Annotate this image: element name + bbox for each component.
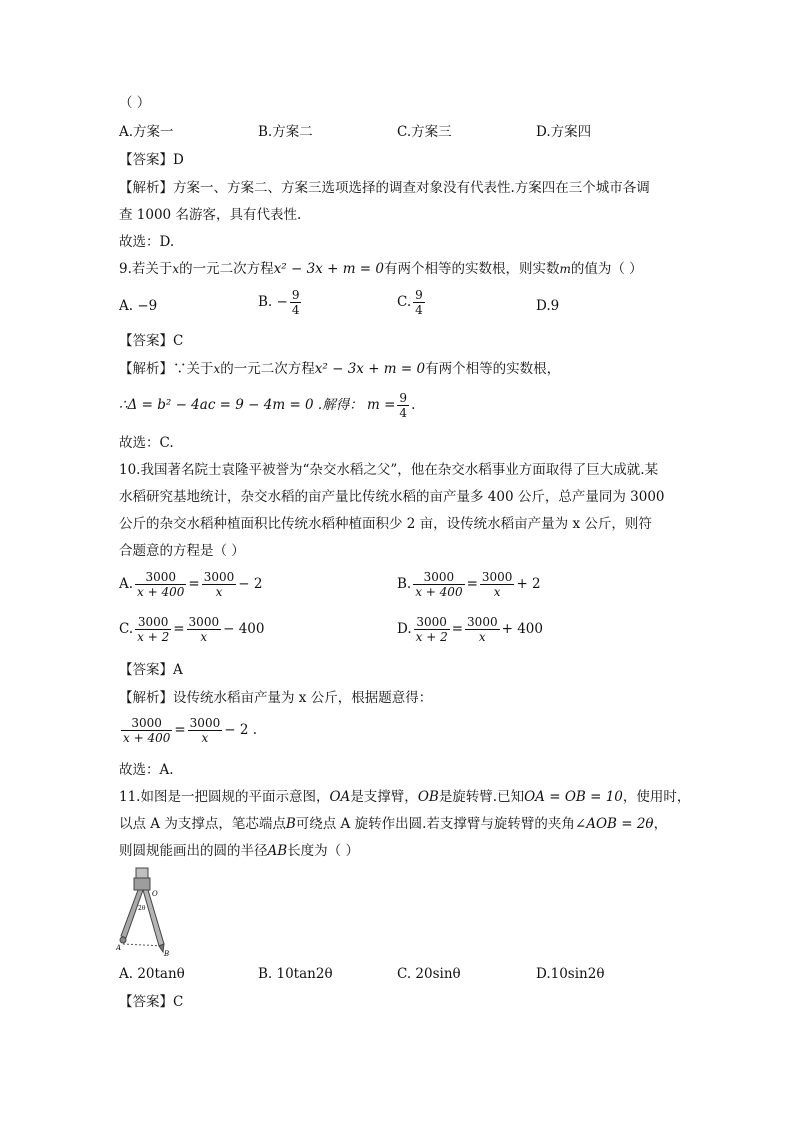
q10-option-b: B. $\frac{3000}{x + 400}$ = $\frac{3000}{x}$ + 2: [397, 570, 541, 599]
figure-label-o: O: [152, 890, 158, 898]
q10-conclusion: 故选：A.: [119, 762, 174, 778]
q10-stem-line-1: 10.我国著名院士袁隆平被誉为“杂交水稻之父”，他在杂交水稻事业方面取得了巨大成就.某: [119, 462, 659, 478]
q10-stem-line-2: 水稻研究基地统计，杂交水稻的亩产量比传统水稻的亩产量多 400 公斤，总产量同为 3000: [119, 489, 665, 505]
q8-analysis-line-2: 查 1000 名游客，具有代表性.: [119, 207, 302, 223]
q10-stem-line-4: 合题意的方程是（ ）: [119, 543, 245, 559]
q11-stem-line-2: 以点 A 为支撑点，笔芯端点B可绕点 A 旋转作出圆.若支撑臂与旋转臂的夹角∠AOB = 2θ，: [119, 816, 668, 832]
point-a-tip: [120, 937, 126, 943]
q11-option-d: D.10sin2θ: [536, 966, 605, 982]
compass-figure: [116, 866, 172, 958]
q10-option-c: C. $\frac{3000}{x + 2}$ = $\frac{3000}{x}$ − 400: [119, 615, 265, 644]
q10-option-d: D. $\frac{3000}{x + 2}$ = $\frac{3000}{x}$ + 400: [397, 615, 543, 644]
q11-answer: 【答案】C: [119, 994, 184, 1010]
support-arm: [121, 890, 143, 938]
radius-dashed-line: [123, 944, 164, 946]
figure-label-b: B: [164, 950, 170, 958]
q8-option-a: A.方案一: [119, 124, 174, 140]
q8-paren: （ ）: [119, 95, 151, 111]
q8-option-b: B.方案二: [258, 124, 313, 140]
q11-option-b: B. 10tan2θ: [258, 966, 333, 982]
q9-stem: 9.若关于x的一元二次方程x² − 3x + m = 0有两个相等的实数根，则实数m的值为（ ）: [119, 261, 643, 277]
q11-stem-line-3: 则圆规能画出的圆的半径AB长度为（ ）: [119, 843, 359, 859]
q10-answer: 【答案】A: [119, 662, 183, 678]
figure-label-angle: 2θ: [138, 905, 146, 912]
q9-option-a: A. −9: [119, 298, 158, 314]
q10-option-a: A. $\frac{3000}{x + 400}$ = $\frac{3000}{x}$ − 2: [119, 570, 263, 599]
q9-option-b: B. − $\frac{9}{4}$: [258, 288, 300, 317]
q8-option-c: C.方案三: [397, 124, 452, 140]
q8-answer: 【答案】D: [119, 152, 184, 168]
q11-option-c: C. 20sinθ: [397, 966, 461, 982]
q11-option-a: A. 20tanθ: [119, 966, 185, 982]
q9-analysis-line-2: ∴Δ = b² − 4ac = 9 − 4m = 0 .解得： m = $\frac{9}{4}$ .: [119, 391, 416, 420]
q10-stem-line-3: 公斤的杂交水稻种植面积比传统水稻种植面积少 2 亩，设传统水稻亩产量为 x 公斤，则符: [119, 516, 652, 532]
q10-solution-equation: $\frac{3000}{x + 400}$ = $\frac{3000}{x}$ − 2 .: [123, 716, 257, 745]
q8-analysis-line-1: 【解析】方案一、方案二、方案三选项选择的调查对象没有代表性.方案四在三个城市各调: [119, 180, 650, 196]
q9-option-c: C. $\frac{9}{4}$: [397, 288, 423, 317]
q8-option-d: D.方案四: [536, 124, 592, 140]
rotating-arm: [143, 890, 164, 946]
q9-conclusion: 故选：C.: [119, 435, 174, 451]
q9-answer: 【答案】C: [119, 333, 184, 349]
q11-stem-line-1: 11.如图是一把圆规的平面示意图，OA是支撑臂，OB是旋转臂.已知OA = OB = 10，使用时，: [119, 789, 691, 805]
compass-hinge: [134, 878, 150, 890]
q8-conclusion: 故选：D.: [119, 234, 175, 250]
q9-analysis-line-1: 【解析】∵关于x的一元二次方程x² − 3x + m = 0有两个相等的实数根，: [119, 361, 561, 377]
compass-handle: [136, 868, 148, 878]
q10-analysis: 【解析】设传统水稻亩产量为 x 公斤，根据题意得：: [119, 690, 433, 706]
q9-option-d: D.9: [536, 298, 560, 314]
figure-label-a: A: [116, 944, 122, 952]
